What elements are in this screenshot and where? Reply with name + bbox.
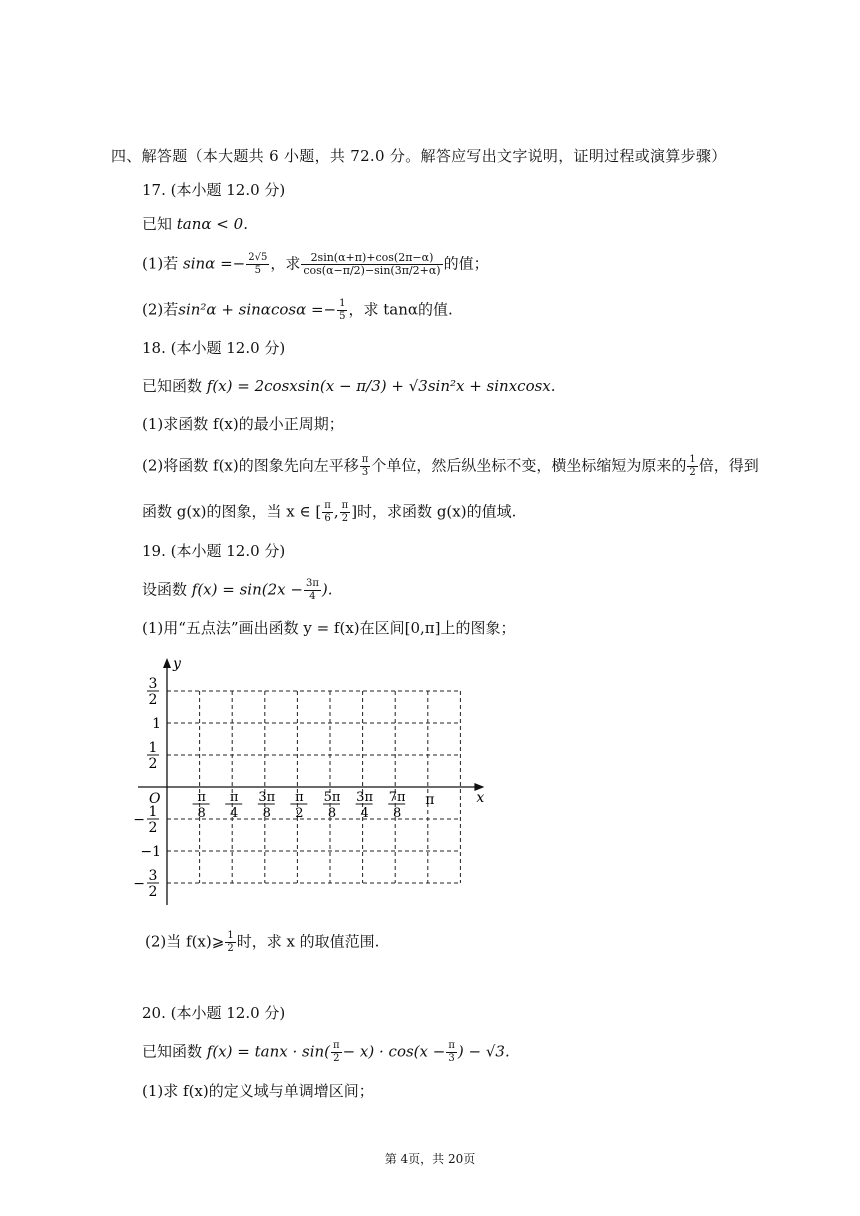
q20-given-prefix: 已知函数 — [142, 1042, 207, 1061]
x-tick-den: 8 — [197, 806, 206, 821]
q20-frac2 — [446, 1040, 457, 1065]
q20-given-math-a: f(x) = tanx · sin( — [206, 1042, 331, 1061]
x-tick-num: π — [295, 790, 304, 805]
q17-p2-math: sin²α + sinαcosα =− — [178, 300, 337, 319]
q19-part2 — [145, 930, 379, 955]
axes — [138, 656, 484, 905]
y-tick-den: 2 — [148, 820, 158, 836]
q20-given-math-c: ) − √3. — [457, 1042, 510, 1061]
q19-p2-frac-den: 2 — [227, 943, 234, 954]
y-tick-num: 1 — [148, 740, 158, 756]
q19-given-prefix: 设函数 — [142, 580, 192, 599]
y-tick-den: 2 — [148, 756, 158, 772]
q17-given-math: tanα < 0. — [176, 215, 248, 233]
q18-given — [142, 376, 556, 396]
q17-p1-sin: sinα =− — [183, 254, 246, 273]
q18-p2-frac2 — [687, 454, 697, 479]
q19-p2-a: (2)当 f(x)⩾ — [145, 932, 225, 951]
question-17-heading: 17. (本小题 12.0 分) — [142, 181, 286, 199]
x-tick-num: 5π — [323, 790, 341, 805]
q18-part1: (1)求函数 f(x)的最小正周期； — [142, 415, 344, 433]
x-tick-label: π — [425, 792, 435, 808]
y-tick-label: −1 — [140, 844, 161, 860]
y-axis-arrow — [163, 658, 171, 668]
question-20-heading: 20. (本小题 12.0 分) — [142, 1004, 286, 1022]
y-tick-num: 3 — [148, 868, 158, 884]
q19-given-math-a: f(x) = sin(2x − — [191, 580, 303, 599]
y-tick-labels — [133, 676, 161, 900]
y-tick-den: 2 — [148, 692, 158, 708]
q18-part2 — [142, 454, 759, 479]
q19-part1: (1)用“五点法”画出函数 y = f(x)在区间[0,π]上的图象； — [142, 619, 516, 637]
q17-given — [142, 214, 248, 234]
q17-p1-big-den: cos(α−π/2)−sin(3π/2+α) — [303, 264, 441, 277]
x-tick-num: 7π — [388, 790, 406, 805]
q18-p2-b: 个单位，然后纵坐标不变，横坐标缩短为原来的 — [371, 456, 687, 475]
q20-given — [142, 1040, 510, 1065]
q18-p2l2-a: 函数 g(x)的图象，当 x ∈ [ — [142, 502, 322, 521]
q17-p1-frac-den: 5 — [254, 265, 261, 276]
q18-p2l2-comma: , — [333, 502, 339, 521]
q18-given-math: f(x) = 2cosxsin(x − π/3) + √3sin²x + sinxcosx. — [206, 377, 556, 395]
q20-given-math-b: − x) · cos(x − — [342, 1042, 446, 1061]
q17-p1-prefix: (1)若 — [142, 254, 184, 273]
q18-p2-frac1-num: π — [361, 454, 369, 465]
y-tick-den: 2 — [148, 884, 158, 900]
q18-p2l2-f1-num: π — [324, 500, 331, 511]
q17-p2-frac-num: 1 — [339, 298, 346, 309]
q17-p2-tail: ，求 tanα的值. — [348, 300, 453, 319]
q20-part1: (1)求 f(x)的定义域与单调增区间； — [142, 1082, 374, 1100]
question-19-heading: 19. (本小题 12.0 分) — [142, 542, 286, 560]
q20-frac1 — [331, 1040, 342, 1065]
q17-part1 — [142, 252, 489, 277]
x-tick-den: 2 — [295, 806, 304, 821]
q17-p1-big-fraction — [301, 252, 442, 277]
q18-p2-a: (2)将函数 f(x)的图象先向左平移 — [142, 456, 359, 475]
q19-p2-b: 时，求 x 的取值范围. — [236, 932, 380, 951]
q17-p2-fraction — [337, 298, 347, 323]
y-tick-sign: − — [133, 876, 145, 892]
x-tick-den: 8 — [393, 806, 402, 821]
q18-p2l2-b: ]时，求函数 g(x)的值域. — [351, 502, 517, 521]
q18-p2l2-frac1 — [322, 500, 333, 525]
q18-p2-c: 倍，得到 — [698, 456, 759, 475]
q19-given-frac-num: 3π — [305, 578, 319, 589]
q18-p2l2-frac2 — [340, 500, 351, 525]
q17-p1-mid: ，求 — [270, 254, 301, 273]
q18-p2-frac2-den: 2 — [689, 467, 696, 478]
q17-p2-prefix: (2)若 — [142, 300, 179, 319]
q18-given-prefix: 已知函数 — [142, 377, 207, 395]
q18-p2l2-f2-num: π — [341, 500, 349, 511]
q19-p2-frac — [225, 930, 235, 955]
x-tick-labels — [193, 790, 435, 821]
q17-p2-frac-den: 5 — [339, 311, 346, 322]
y-axis-label: y — [173, 656, 181, 672]
q19-given — [142, 578, 333, 603]
q18-p2-frac2-num: 1 — [689, 454, 696, 465]
x-tick-num: π — [197, 790, 206, 805]
q18-p2-frac1 — [360, 454, 371, 479]
y-tick-label: 1 — [152, 716, 161, 732]
x-tick-den: 4 — [230, 806, 239, 821]
q20-frac2-num: π — [448, 1040, 455, 1051]
x-tick-den: 8 — [262, 806, 271, 821]
q19-given-frac — [304, 578, 321, 603]
q19-p2-frac-num: 1 — [227, 930, 234, 941]
section-title: 四、解答题（本大题共 6 小题，共 72.0 分。解答应写出文字说明，证明过程或演算步骤） — [111, 147, 727, 165]
q17-p1-tail: 的值； — [443, 254, 489, 273]
y-tick-sign: − — [133, 812, 145, 828]
q18-p2l2-f1-den: 6 — [324, 513, 331, 524]
y-tick-num: 3 — [148, 676, 158, 692]
x-tick-num: 3π — [258, 790, 276, 805]
q17-p1-big-num: 2sin(α+π)+cos(2π−α) — [301, 252, 442, 265]
function-grid — [130, 648, 485, 910]
q17-given-prefix: 已知 — [142, 215, 177, 233]
q18-p2-frac1-den: 3 — [361, 467, 369, 478]
q20-frac2-den: 3 — [448, 1053, 455, 1064]
question-18-heading: 18. (本小题 12.0 分) — [142, 339, 286, 357]
q19-given-math-b: ). — [321, 580, 333, 599]
x-tick-num: π — [229, 790, 239, 805]
origin-label: O — [149, 791, 161, 807]
x-tick-den: 4 — [360, 806, 369, 821]
q18-part2-line2 — [142, 500, 516, 525]
x-axis-label: x — [476, 790, 485, 806]
q17-p1-fraction — [246, 252, 269, 277]
page-footer: 第 4页，共 20页 — [384, 1152, 476, 1166]
x-tick-den: 8 — [327, 806, 337, 821]
q20-frac1-num: π — [333, 1040, 340, 1051]
y-tick-num: 1 — [148, 804, 158, 820]
x-tick-num: 3π — [356, 790, 374, 805]
q17-part2 — [142, 298, 453, 323]
q19-given-frac-den: 4 — [309, 591, 316, 602]
q20-frac1-den: 2 — [333, 1053, 340, 1064]
q17-p1-frac-num: 2√5 — [248, 252, 268, 263]
q18-p2l2-f2-den: 2 — [341, 513, 349, 524]
